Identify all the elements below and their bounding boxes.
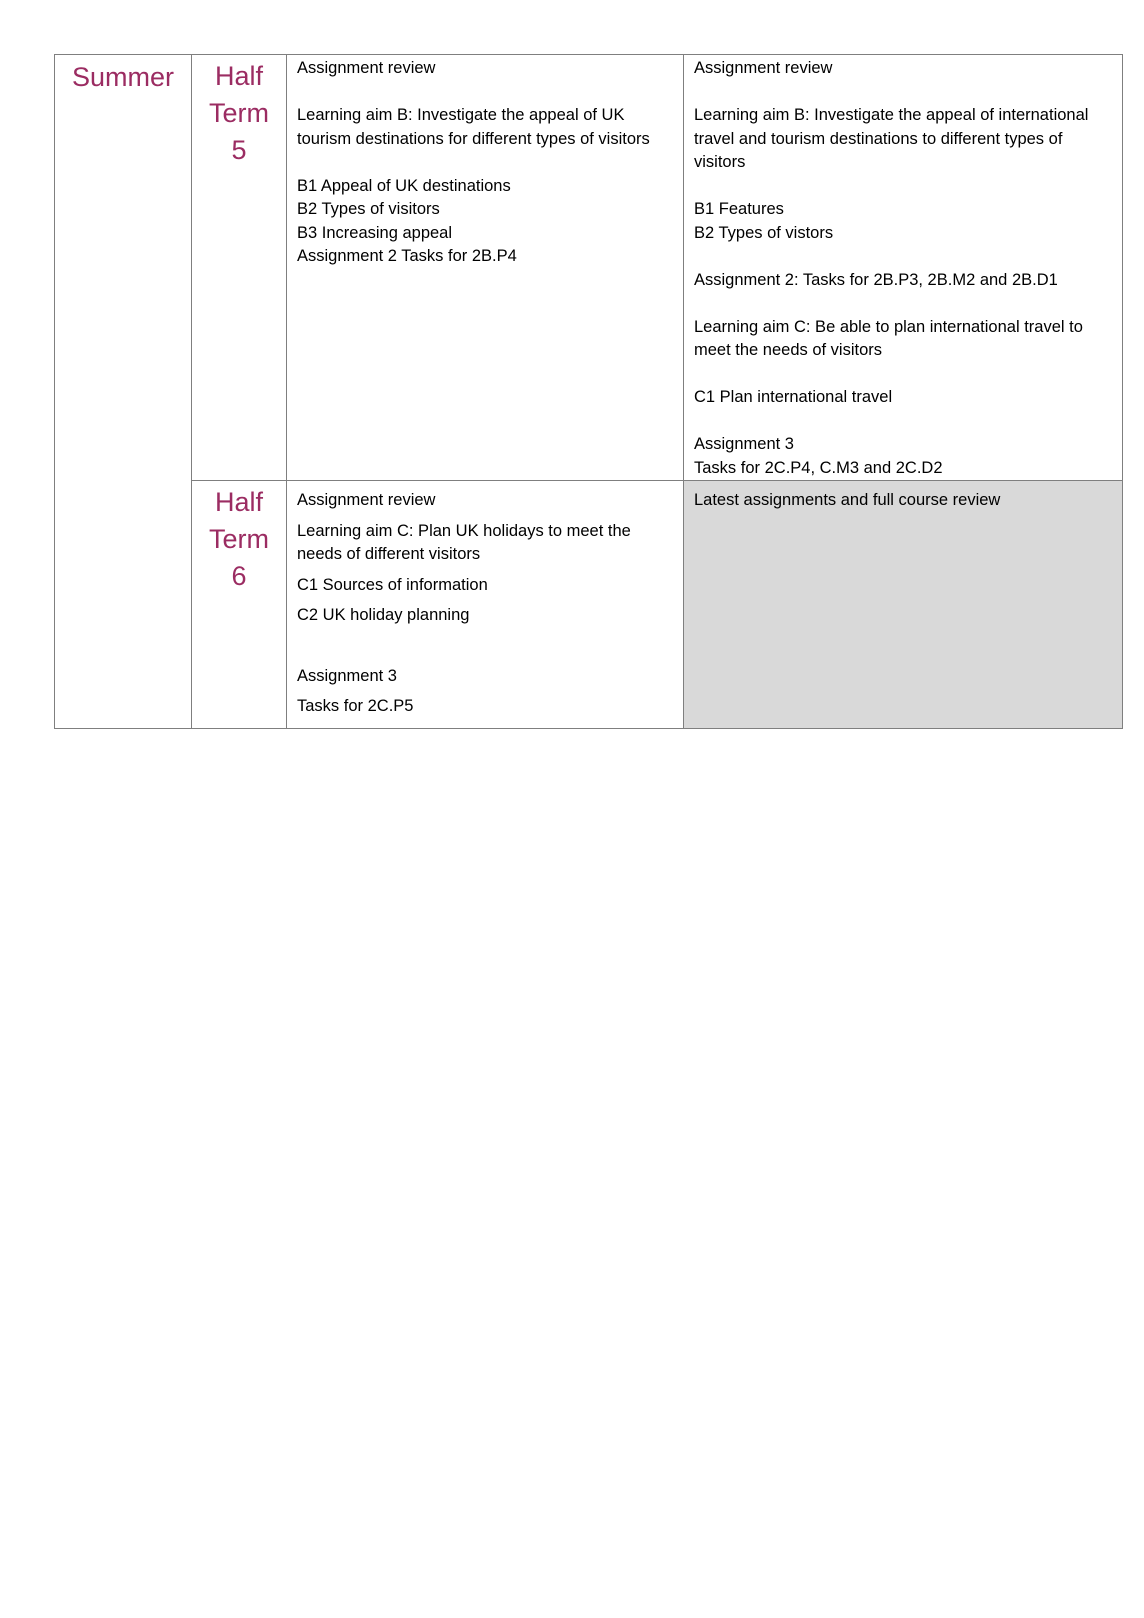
half-term-6-year2-cell [684, 481, 1123, 729]
unit-item: B1 Appeal of UK destinations [297, 176, 511, 195]
half-term-5-row [55, 55, 1123, 481]
term-label-line: Term [209, 524, 269, 554]
unit-item: B3 Increasing appeal [297, 223, 453, 242]
half-term-6-year1-cell [287, 481, 684, 729]
assignment-review: Assignment review [297, 491, 436, 509]
term-label-line: 6 [231, 561, 247, 591]
term-label-line: Half [214, 61, 263, 91]
half-term-5-year1-cell [287, 55, 684, 481]
assignment-tasks: Tasks for 2C.P5 [297, 697, 414, 715]
course-review: Latest assignments and full course review [694, 491, 1001, 509]
unit-item: B2 Types of vistors [694, 223, 834, 242]
term-label-line: Half [214, 487, 263, 517]
unit-item: C1 Sources of information [297, 575, 488, 594]
unit-item: B1 Features [694, 200, 784, 218]
assignment-tasks: Tasks for 2C.P4, C.M3 and 2C.D2 [694, 458, 943, 477]
season-cell [55, 55, 192, 729]
term-label-line: Term [209, 98, 269, 128]
unit-item: Assignment 2 Tasks for 2B.P4 [297, 247, 517, 265]
assignment-review: Assignment review [694, 59, 833, 77]
half-term-5-label [192, 55, 287, 481]
assignment-title: Assignment 3 [297, 666, 397, 685]
term-label-line: 5 [231, 135, 247, 165]
unit-item: B2 Types of visitors [297, 200, 440, 218]
season-label: Summer [71, 62, 174, 92]
learning-aim: Learning aim B: Investigate the appeal of international travel and tourism destinations to different types of visitors [694, 106, 1089, 171]
assignment-tasks: Assignment 2: Tasks for 2B.P3, 2B.M2 and 2B.D1 [694, 270, 1058, 289]
unit-item: C2 UK holiday planning [297, 606, 470, 624]
assignment-review: Assignment review [297, 59, 436, 77]
unit-item: C1 Plan international travel [694, 388, 893, 406]
scheme-of-work-table [54, 54, 1123, 729]
learning-aim: Learning aim B: Investigate the appeal of UK tourism destinations for different types of visitors [297, 106, 650, 148]
half-term-6-label [192, 481, 287, 729]
half-term-5-year2-cell [684, 55, 1123, 481]
half-term-6-row [55, 481, 1123, 729]
assignment-title: Assignment 3 [694, 435, 794, 453]
learning-aim: Learning aim C: Plan UK holidays to meet the needs of different visitors [297, 521, 631, 563]
learning-aim-c: Learning aim C: Be able to plan international travel to meet the needs of visitors [694, 317, 1083, 359]
